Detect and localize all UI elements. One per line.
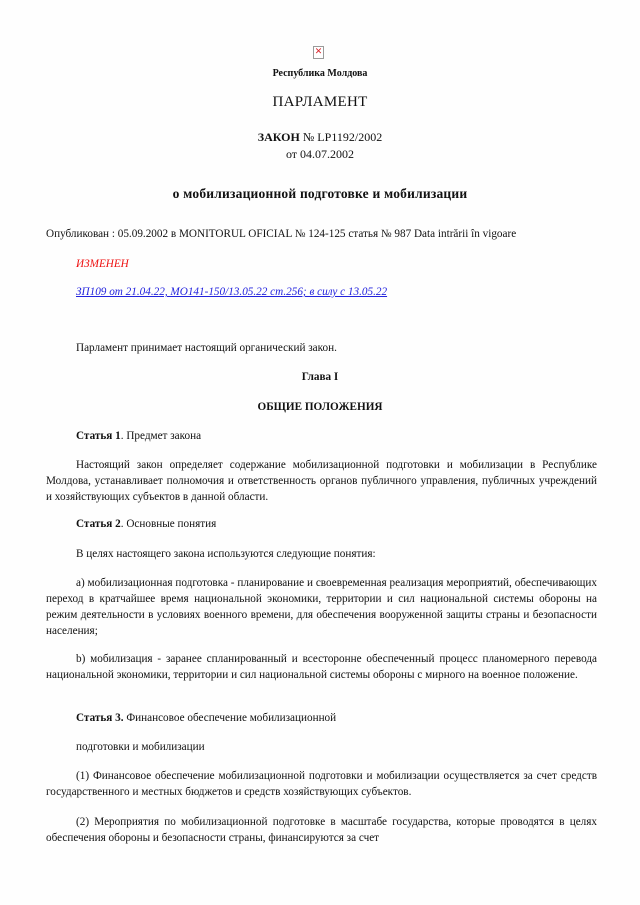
separator: . (120, 430, 127, 442)
law-label: ЗАКОН (257, 130, 300, 144)
paragraph-text: (2) Мероприятия по мобилизационной подготовке в масштабе государства, которые проводятся в целях обеспечения обороны и безопасности страны, финансируются за счет (46, 816, 597, 844)
institution-name: ПАРЛАМЕНТ (272, 94, 368, 110)
article-2-paragraph-1 (46, 546, 597, 562)
law-title: о мобилизационной подготовке и мобилизации (172, 186, 468, 201)
article-3-heading-continued: подготовки и мобилизации (76, 741, 205, 753)
article-2-paragraph-2 (46, 575, 597, 639)
article-3-paragraph-2 (46, 814, 597, 846)
broken-image-icon: ✕ (314, 47, 323, 57)
publication-info: Опубликован : 05.09.2002 в MONITORUL OFICIAL № 124-125 статья № 987 Data intrării în vigoare (46, 228, 517, 240)
amendment-status: ИЗМЕНЕН (76, 258, 129, 270)
country-name: Республика Молдова (272, 68, 368, 79)
article-1-heading (76, 430, 201, 442)
chapter-number: Глава I (301, 371, 339, 383)
paragraph-text: Настоящий закон определяет содержание мобилизационной подготовки и мобилизации в Республике Молдова, устанавливает полномочия и ответственность органов публичного управления, публичных учреждений и хозяйствующих субъектов в данной области. (46, 459, 597, 503)
amendment-link[interactable]: ЗП109 от 21.04.22, МО141-150/13.05.22 ст.256; в силу с 13.05.22 (76, 286, 388, 298)
paragraph-text: В целях настоящего закона используются следующие понятия: (76, 548, 376, 560)
article-3-heading (76, 712, 336, 724)
law-date: от 04.07.2002 (285, 147, 355, 161)
article-label: Статья 2 (76, 518, 121, 530)
law-number: № LP1192/2002 (302, 130, 383, 144)
article-title: Основные понятия (126, 518, 217, 530)
article-2-paragraph-3 (46, 651, 597, 683)
article-3-paragraph-1 (46, 768, 597, 800)
article-2-heading (76, 518, 216, 530)
paragraph-text: (1) Финансовое обеспечение мобилизационной подготовки и мобилизации осуществляется за счет средств государственного и местных бюджетов и средств хозяйствующих субъектов. (46, 770, 597, 798)
chapter-title: ОБЩИЕ ПОЛОЖЕНИЯ (257, 401, 383, 413)
article-title: Предмет закона (126, 430, 202, 442)
intro-text: Парламент принимает настоящий органический закон. (76, 342, 337, 354)
paragraph-text: b) мобилизация - заранее спланированный и всесторонне обеспеченный процесс планомерного перевода национальной экономики, территории и сил национальной системы обороны с мирного на военное положение. (46, 653, 597, 681)
paragraph-text: а) мобилизационная подготовка - планирование и своевременная реализация мероприятий, обеспечивающих переход в кратчайшее время национальной экономики, территории и сил национальной системы обороны на режим деятельности в условиях военного времени, для обеспечения вооруженной защиты страны и безопасности населения; (46, 577, 597, 637)
separator: . (120, 518, 127, 530)
article-title: Финансовое обеспечение мобилизационной (126, 712, 337, 724)
article-label: Статья 3. (76, 712, 124, 724)
law-number-line (0, 130, 640, 145)
article-label: Статья 1 (76, 430, 121, 442)
article-1-paragraph-1 (46, 457, 597, 505)
